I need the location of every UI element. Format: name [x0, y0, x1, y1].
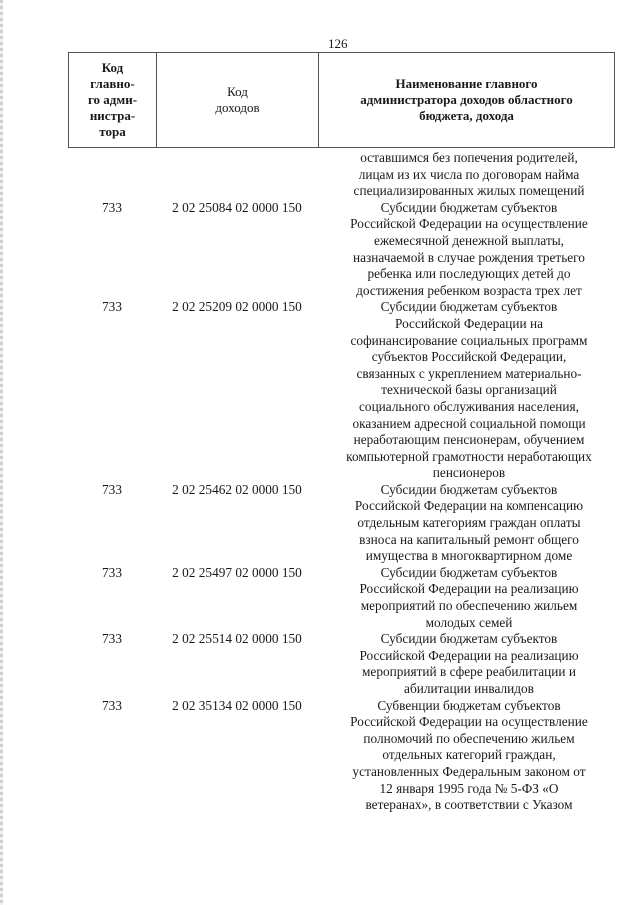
cell-code: 2 02 25462 02 0000 150: [172, 481, 302, 497]
table-row-continuation: [68, 150, 615, 200]
cell-code: [156, 150, 318, 200]
page-number: 126: [328, 36, 348, 51]
cell-admin: 733: [102, 299, 122, 315]
cell-admin: 733: [102, 697, 122, 713]
header-income-code: Код доходов: [157, 53, 319, 147]
cell-name: оставшимся без попечения родителей, лицам из их числа по договорам найма специализированных жилых помещений: [353, 150, 585, 199]
table-header: [68, 52, 615, 148]
cell-name: Субсидии бюджетам субъектов Российской Федерации на реализацию мероприятий в сфере реабилитации и абилитации инвалидов: [359, 631, 579, 696]
table-row: [68, 299, 615, 482]
cell-code: 2 02 25514 02 0000 150: [172, 631, 302, 647]
cell-admin: 733: [102, 631, 122, 647]
cell-code: 2 02 25084 02 0000 150: [172, 199, 302, 215]
cell-name: Субвенции бюджетам субъектов Российской Федерации на осуществление полномочий по обеспечению жильем отдельных категорий граждан, установленных Федеральным законом от 12 января 1995 года № 5-ФЗ «О ветеранах», в соответствии с Указом: [350, 697, 588, 813]
cell-admin: 733: [102, 564, 122, 580]
table-body: [68, 150, 615, 814]
cell-name: Субсидии бюджетам субъектов Российской Федерации на софинансирование социальных программ субъектов Российской Федерации, связанных с укреплением материально- технической базы организаций социального обслуживания населения, оказанием адресной социальной помощи неработающим пенсионерам, обучением компьютерной грамотности неработающих пенсионеров: [346, 299, 592, 481]
cell-name: Субсидии бюджетам субъектов Российской Федерации на реализацию мероприятий по обеспечению жильем молодых семей: [359, 564, 579, 630]
header-name: Наименование главного администратора доходов областного бюджета, дохода: [360, 76, 573, 123]
cell-code: 2 02 25497 02 0000 150: [172, 564, 302, 580]
cell-name: Субсидии бюджетам субъектов Российской Федерации на компенсацию отдельным категориям граждан оплаты взноса на капитальный ремонт общего имущества в многоквартирном доме: [354, 481, 584, 564]
cell-code: 2 02 35134 02 0000 150: [172, 697, 302, 713]
table-row: [68, 698, 615, 814]
table-row: [68, 565, 615, 631]
table-row: [68, 482, 615, 565]
table-row: [68, 631, 615, 697]
cell-name: Субсидии бюджетам субъектов Российской Федерации на осуществление ежемесячной денежной выплаты, назначаемой в случае рождения третьего ребенка или последующих детей до достижения ребенком возраста трех лет: [350, 199, 588, 298]
scan-edge: [0, 0, 3, 905]
cell-admin: 733: [102, 481, 122, 497]
cell-code: 2 02 25209 02 0000 150: [172, 299, 302, 315]
cell-admin: [68, 150, 156, 200]
table-row: [68, 200, 615, 300]
header-admin-code: Код главно- го адми- нистра- тора: [69, 53, 157, 147]
cell-admin: 733: [102, 199, 122, 215]
